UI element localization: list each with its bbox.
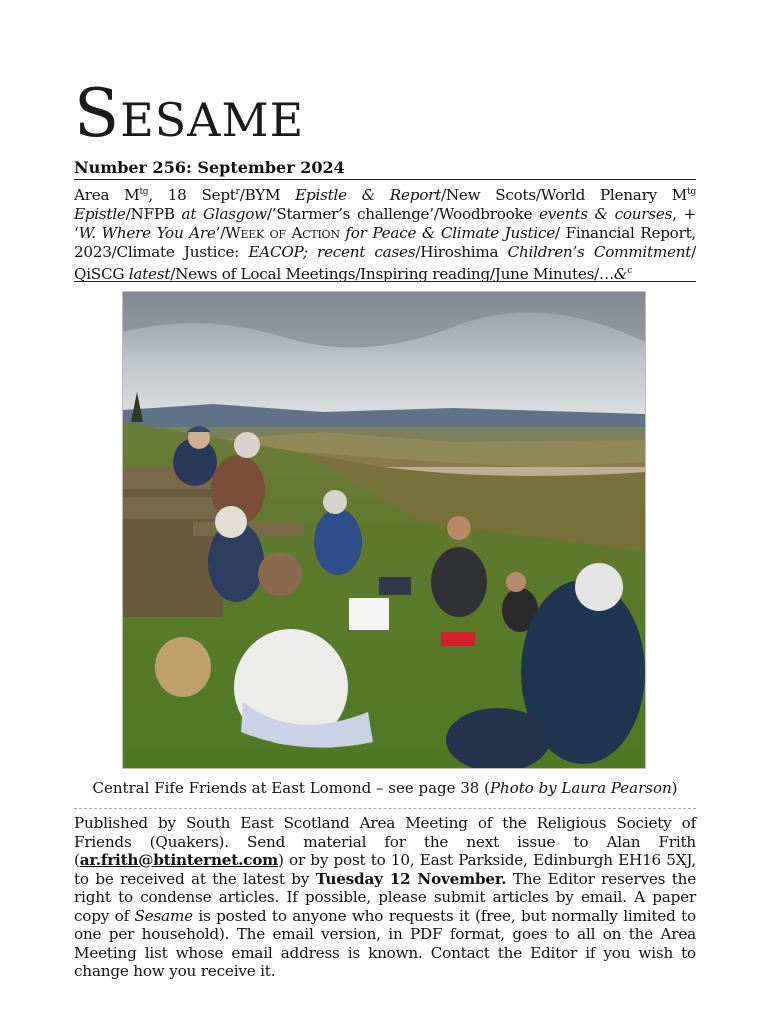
caption-credit: Photo by Laura Pearson [489,779,672,797]
contents-text: , + ‘ [74,205,696,242]
rule-top [74,179,696,180]
contents-text: /NFPB [125,205,182,223]
contents-text: / QiSCG [74,243,697,283]
publication-text: The Editor reserves the right to condense articles. If possible, please submit articles by email. A paper copy of [74,869,696,925]
publication-text: ) or by post to 10, East Parkside, Edinburgh EH16 5XJ, to be received at the latest by [74,851,696,888]
caption-text: ) [671,779,678,797]
contents-italic: for Peace & Climate Justice [345,224,556,242]
contents-smallcaps: Week of Action [225,224,340,242]
contents-text: / Financial Report, 2023/Climate Justice: [74,224,697,261]
contents-italic: & [613,265,628,283]
contents-italic: latest [128,265,171,283]
newsletter-page [74,0,696,1024]
contents-text: /News of Local Meetings/Inspiring reading/June Minutes/… [170,265,614,283]
rule-bottom [74,808,696,809]
publication-info [74,814,696,981]
contents-sup: c [627,266,632,276]
contents-list [74,183,696,284]
contents-text: Area M [74,186,140,204]
editor-email-link[interactable]: ar.frith@btinternet.com [79,851,278,869]
masthead-title: Sesame [74,75,305,152]
publication-title-ref: Sesame [134,906,193,925]
issue-number-date: Number 256: September 2024 [74,158,345,177]
contents-text: /Hiroshima [415,243,508,261]
contents-italic: at Glasgow [181,205,267,223]
publication-text: Published by South East Scotland Area Meeting of the Religious Society of Friends (Quakers). Send material for the next issue to Alan Frith ( [74,814,696,869]
contents-text: /’Starmer’s challenge’/Woodbrooke [266,205,540,223]
contents-text: , 18 Sept [148,186,236,204]
publication-text: is posted to anyone who requests it (free, but normally limited to one per household). The email version, in PDF format, goes to all on the Area Meeting list whose email address is known. Contact the Editor if you wish to change how you receive it. [74,906,696,980]
rule-mid [74,281,696,282]
contents-italic: W. Where You Are [78,224,216,242]
contents-italic: events & courses [539,205,673,223]
contents-italic: Epistle & Report [295,186,441,204]
contents-sup: tg [687,187,696,197]
contents-sup: tg [139,187,149,197]
contents-italic: EACOP; recent cases [248,243,416,261]
contents-text: ’/ [215,224,226,242]
caption-text: Central Fife Friends at East Lomond – see page 38 ( [92,779,490,797]
deadline-date: Tuesday 12 November. [315,869,507,888]
contents-text: /BYM [239,186,296,204]
contents-italic: Epistle [74,205,126,223]
contents-italic: Children’s Commitment [507,243,692,261]
cover-photo [122,291,646,769]
photo-caption [74,779,696,797]
contents-sup: r [235,187,240,197]
contents-text: /New Scots/World Plenary M [440,186,688,204]
